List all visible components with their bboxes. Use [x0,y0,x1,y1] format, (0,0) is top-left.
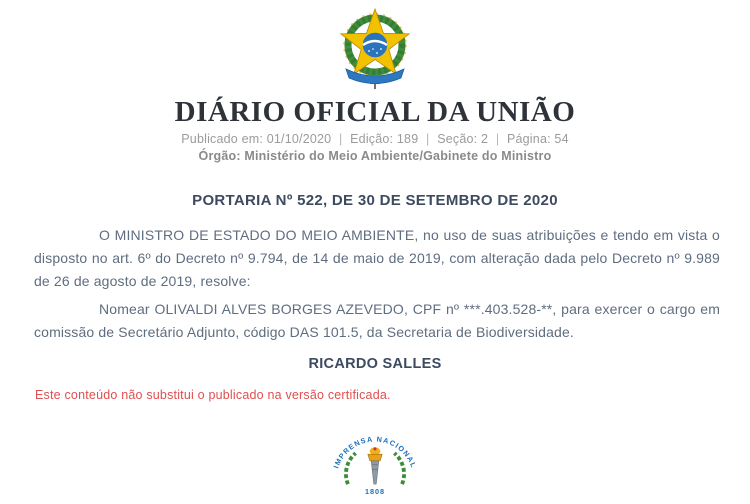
laurel-branch-right [394,453,404,484]
logo-year: 1808 [365,486,385,496]
meta-separator: | [426,132,430,146]
imprensa-nacional-logo-icon [317,418,433,500]
section-number: Seção: 2 [437,132,489,146]
disc-star [380,48,382,50]
organ-line: Órgão: Ministério do Meio Ambiente/Gabinete do Ministro [198,149,552,163]
body-paragraph: Nomear OLIVALDI ALVES BORGES AZEVEDO, CPF nº ***.403.528-**, para exercer o cargo em comissão de Secretário Adjunto, código DAS 101.5, da Secretaria de Biodiversidade. [34,301,720,340]
portaria-heading: PORTARIA Nº 522, DE 30 DE SETEMBRO DE 2020 [192,192,558,209]
signature: RICARDO SALLES [308,356,442,372]
certification-disclaimer: Este conteúdo não substitui o publicado na versão certificada. [35,388,391,402]
logo-arc-text: IMPRENSA NACIONAL [331,434,419,470]
laurel-branch-left [346,453,356,484]
published-date: Publicado em: 01/10/2020 [181,132,332,146]
celestial-disc [362,32,388,58]
document-body [34,224,720,349]
edition-number: Edição: 189 [350,132,419,146]
body-paragraph: O MINISTRO DE ESTADO DO MEIO AMBIENTE, no uso de suas atribuições e tendo em vista o disposto no art. 6º do Decreto nº 9.794, de 14 de maio de 2019, com alteração dada pelo Decreto nº 9.989 de 26 de agosto de 2019, resolve: [34,227,720,289]
disc-star [368,50,370,52]
torch-icon [368,447,383,484]
page-number: Página: 54 [506,132,569,146]
publication-meta [0,132,750,146]
gazette-title: DIÁRIO OFICIAL DA UNIÃO [174,96,576,128]
disc-star [372,48,374,50]
meta-separator: | [495,132,500,146]
disc-star [376,52,378,54]
brazil-coat-of-arms-icon [336,7,414,91]
meta-separator: | [338,132,343,146]
